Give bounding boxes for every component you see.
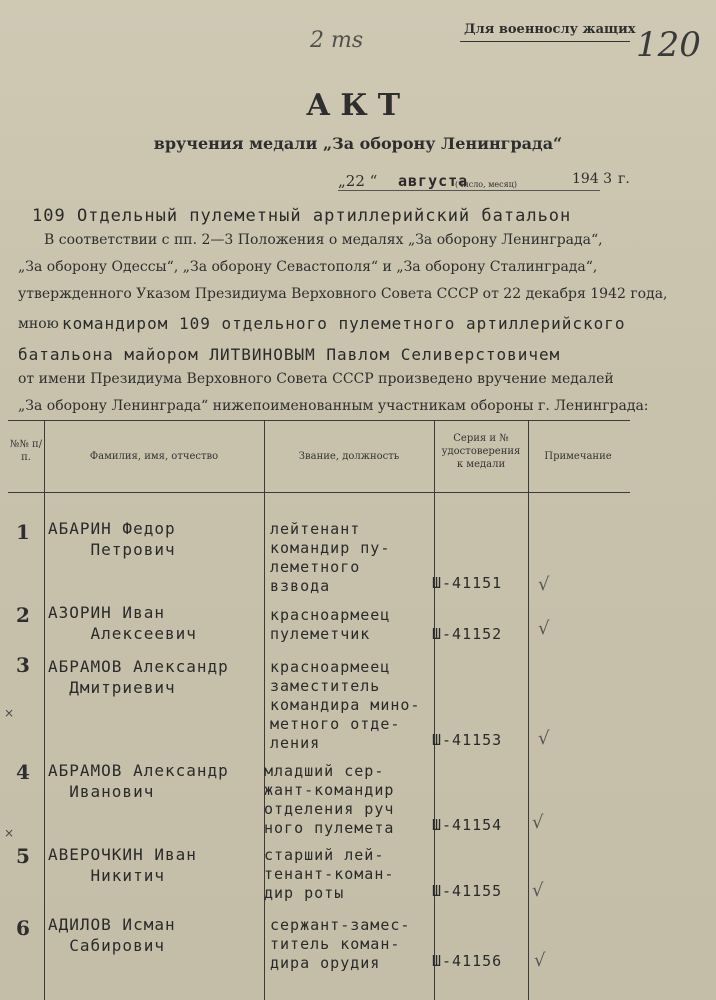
row-checkmark: √	[538, 618, 550, 639]
row-name: АБРАМОВ Александр Дмитриевич	[48, 657, 229, 697]
header-name: Фамилия, имя, отчество	[89, 451, 219, 462]
date-month: августа	[398, 172, 469, 190]
date-year: 194 3	[572, 171, 613, 187]
date-day: „22 “	[338, 172, 378, 190]
row-number: 4	[16, 760, 30, 784]
row-rank: старший лей- тенант-коман- дир роты	[264, 846, 395, 902]
row-serial: Ш-41151	[432, 574, 503, 592]
body-line-2: „За оборону Одессы“, „За оборону Севастополя“ и „За оборону Сталинграда“,	[18, 259, 598, 275]
row-checkmark: √	[532, 812, 544, 833]
row-checkmark: √	[532, 880, 544, 901]
date-caption: (число, месяц)	[455, 180, 517, 189]
row-name: АБАРИН Федор Петрович	[48, 519, 176, 559]
row-checkmark: √	[538, 574, 550, 595]
row-number: 1	[16, 520, 30, 544]
row-rank: красноармеец пулеметчик	[270, 606, 391, 643]
header-note: Примечание	[544, 451, 612, 462]
row-number: 6	[16, 916, 30, 940]
body-line-3: утвержденного Указом Президиума Верховного Совета СССР от 22 декабря 1942 года,	[18, 286, 668, 302]
margin-mark: ×	[4, 826, 15, 840]
unit-name: 109 Отдельный пулеметный артиллерийский батальон	[32, 206, 572, 226]
row-number: 5	[16, 844, 30, 868]
table-col-divider	[264, 420, 265, 1000]
table-header-border	[8, 492, 630, 493]
row-serial: Ш-41156	[432, 952, 503, 970]
restriction-label: Для военнослу жащих	[464, 22, 636, 37]
row-number: 2	[16, 603, 30, 627]
row-serial: Ш-41152	[432, 625, 503, 643]
document-subtitle: вручения медали „За оборону Ленинграда“	[153, 134, 563, 153]
header-rank: Звание, должность	[298, 451, 400, 462]
row-serial: Ш-41154	[432, 816, 503, 834]
date-suffix: г.	[618, 171, 630, 187]
row-checkmark: √	[538, 728, 550, 749]
row-name: АЗОРИН Иван Алексеевич	[48, 603, 197, 643]
row-rank: красноармеец заместитель командира мино- метного отде- ления	[270, 658, 421, 752]
margin-mark: ×	[4, 706, 15, 720]
commander-line-1: командиром 109 отдельного пулеметного артиллерийского	[62, 314, 626, 333]
table-top-border	[8, 420, 630, 421]
row-rank: сержант-замес- титель коман- дира орудия	[270, 916, 411, 972]
row-rank: лейтенант командир пу- леметного взвода	[270, 520, 391, 595]
body-line-6: от имени Президиума Верховного Совета СССР произведено вручение медалей	[18, 371, 614, 387]
header-serial: Серия и № удостоверения к медали	[441, 433, 521, 470]
table-col-divider	[44, 420, 45, 1000]
document-title: АКТ	[305, 88, 411, 123]
date-underline	[338, 190, 600, 191]
header-num: №№ п/п.	[9, 439, 43, 463]
row-checkmark: √	[534, 950, 546, 971]
body-line-4-prefix: мною	[18, 316, 59, 332]
body-line-7: „За оборону Ленинграда“ нижепоименованным участникам обороны г. Ленинграда:	[18, 398, 649, 414]
awards-table	[4, 420, 630, 1000]
commander-line-2: батальона майором ЛИТВИНОВЫМ Павлом Селиверстовичем	[18, 345, 561, 364]
body-line-1: В соответствии с пп. 2—3 Положения о медалях „За оборону Ленинграда“,	[44, 232, 603, 248]
row-name: АДИЛОВ Исман Сабирович	[48, 915, 176, 955]
row-rank: младший сер- жант-командир отделения руч ного пулемета	[264, 762, 395, 837]
handwritten-note: 2 ms	[310, 28, 364, 53]
table-col-divider	[434, 420, 435, 1000]
table-col-divider	[528, 420, 529, 1000]
row-serial: Ш-41155	[432, 882, 503, 900]
row-name: АБРАМОВ Александр Иванович	[48, 761, 229, 801]
row-number: 3	[16, 653, 30, 677]
restriction-underline	[460, 41, 630, 42]
row-serial: Ш-41153	[432, 731, 503, 749]
row-name: АВЕРОЧКИН Иван Никитич	[48, 845, 197, 885]
handwritten-page-number: 120	[636, 25, 701, 65]
